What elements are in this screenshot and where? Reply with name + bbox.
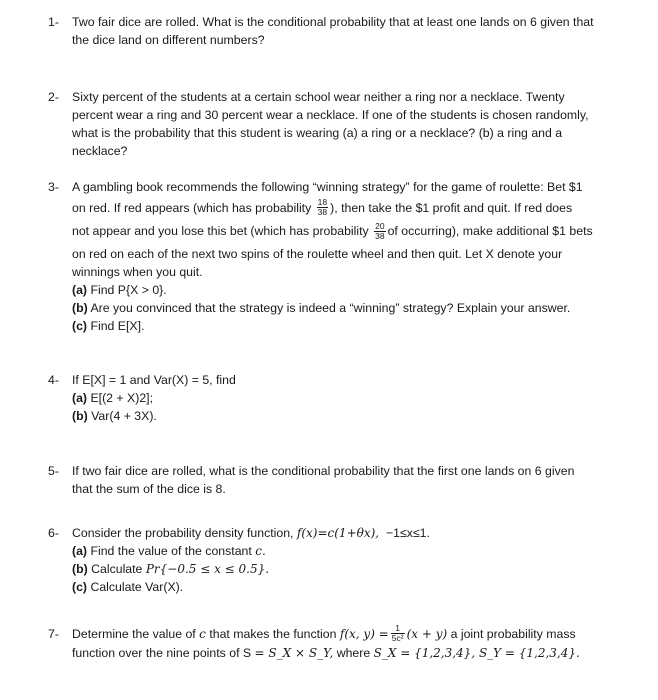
sub-label: (b) [72, 562, 88, 576]
problem-text-line: Sixty percent of the students at a certain school wear neither a ring nor a necklace. Twenty [72, 90, 565, 104]
text-segment: where [336, 646, 371, 661]
sub-label: (b) [72, 300, 88, 315]
fraction-1-5c2 [391, 624, 405, 643]
sub-math: Pr{−0.5 ≤ x ≤ 0.5}. [145, 562, 270, 576]
problem-text-line: the dice land on different numbers? [72, 33, 265, 47]
sub-text: Are you convinced that the strategy is indeed a “winning” strategy? Explain your answer. [90, 300, 571, 315]
sub-question-b [72, 299, 638, 317]
fraction-numerator: 18 [317, 197, 328, 208]
problem-text-line: on red on each of the next two spins of the roulette wheel and then quit. Let X denote your [72, 246, 563, 261]
problem-2 [48, 88, 638, 160]
sub-label: (c) [72, 318, 88, 333]
problem-text-line: necklace? [72, 144, 128, 158]
text-segment: of occurring), make additional $1 bets [387, 224, 593, 239]
problem-text-line: percent wear a ring and 30 percent wear a necklace. If one of the students is chosen randomly, [72, 108, 589, 122]
text-segment: on red. If red appears (which has probability [72, 201, 312, 215]
problem-text-line: If two fair dice are rolled, what is the conditional probability that the first one lands on 6 given [72, 464, 575, 478]
problem-3 [48, 178, 638, 335]
problem-number: 3- [48, 180, 59, 194]
problem-text-line: A gambling book recommends the following “winning strategy” for the game of roulette: Bet $1 [72, 180, 583, 194]
problem-text-line: Two fair dice are rolled. What is the conditional probability that at least one lands on 6 given that [72, 15, 594, 29]
sub-text: Find E[X]. [90, 318, 145, 333]
problem-number: 7- [48, 627, 59, 641]
sub-question-c [72, 578, 638, 596]
support-sets-formula: S_X = {1,2,3,4}, S_Y = {1,2,3,4}. [373, 646, 580, 661]
problem-7 [48, 625, 638, 662]
fraction-18-38 [317, 198, 328, 217]
problem-1 [48, 13, 638, 49]
sub-label: (c) [72, 580, 88, 594]
problem-text-line: winnings when you quit. [72, 264, 203, 279]
problem-5 [48, 462, 638, 498]
fraction-denominator: 38 [317, 207, 328, 218]
fraction-denominator: 5c² [391, 633, 404, 644]
problem-text-line [72, 222, 638, 241]
text-segment: Consider the probability density function, [72, 526, 294, 540]
problem-text-line: If E[X] = 1 and Var(X) = 5, find [72, 373, 236, 387]
sub-question-c [72, 317, 638, 335]
sub-label: (a) [72, 282, 88, 297]
density-function-formula: f(x)=c(1+θx), [296, 526, 380, 540]
problem-number: 2- [48, 90, 59, 104]
text-segment: ), then take the $1 profit and quit. If red does [330, 201, 573, 215]
sub-label: (b) [72, 409, 88, 423]
problem-text-line [72, 625, 638, 644]
text-segment: that makes the function [209, 627, 337, 641]
joint-function-formula: f(x, y) = [339, 627, 389, 641]
problem-text-line: that the sum of the dice is 8. [72, 482, 226, 496]
sub-question-b [72, 407, 638, 425]
sub-text: Calculate [91, 562, 143, 576]
problem-6 [48, 524, 638, 596]
constant-c: c [199, 627, 206, 641]
sub-text: Var(4 + 3X). [91, 409, 157, 423]
problem-number: 4- [48, 373, 59, 387]
fraction-denominator: 38 [375, 230, 385, 241]
sub-label: (a) [72, 391, 88, 405]
fraction-numerator: 1 [391, 624, 405, 634]
text-segment: a joint probability mass [450, 627, 576, 641]
sample-space-formula: = S_X × S_Y, [254, 646, 334, 661]
sub-question-a [72, 389, 638, 407]
problem-number: 6- [48, 526, 59, 540]
problem-4 [48, 371, 638, 425]
text-segment: not appear and you lose this bet (which has probability [72, 224, 369, 239]
problem-number: 1- [48, 15, 59, 29]
sub-text: E[(2 + X)2]; [90, 391, 153, 405]
problem-text-line [72, 199, 638, 218]
sub-question-a [72, 542, 638, 560]
problem-text-line: what is the probability that this student is wearing (a) a ring or a necklace? (b) a ring and a [72, 126, 563, 140]
problem-text-line [72, 644, 638, 662]
problem-text-line [72, 524, 638, 542]
sub-label: (a) [72, 544, 88, 558]
sub-text: Find the value of the constant [90, 544, 252, 558]
domain-range: −1≤x≤1. [385, 526, 430, 540]
sub-math: c. [255, 544, 266, 558]
joint-function-formula-tail: (x + y) [406, 627, 448, 641]
text-segment: function over the nine points of S [72, 646, 252, 661]
sub-text: Calculate Var(X). [90, 580, 184, 594]
fraction-numerator: 20 [375, 220, 385, 231]
text-segment: Determine the value of [72, 627, 196, 641]
sub-text: Find P{X > 0}. [90, 282, 167, 297]
problem-number: 5- [48, 464, 59, 478]
fraction-20-38 [374, 222, 385, 241]
sub-question-a [72, 281, 638, 299]
sub-question-b [72, 560, 638, 578]
